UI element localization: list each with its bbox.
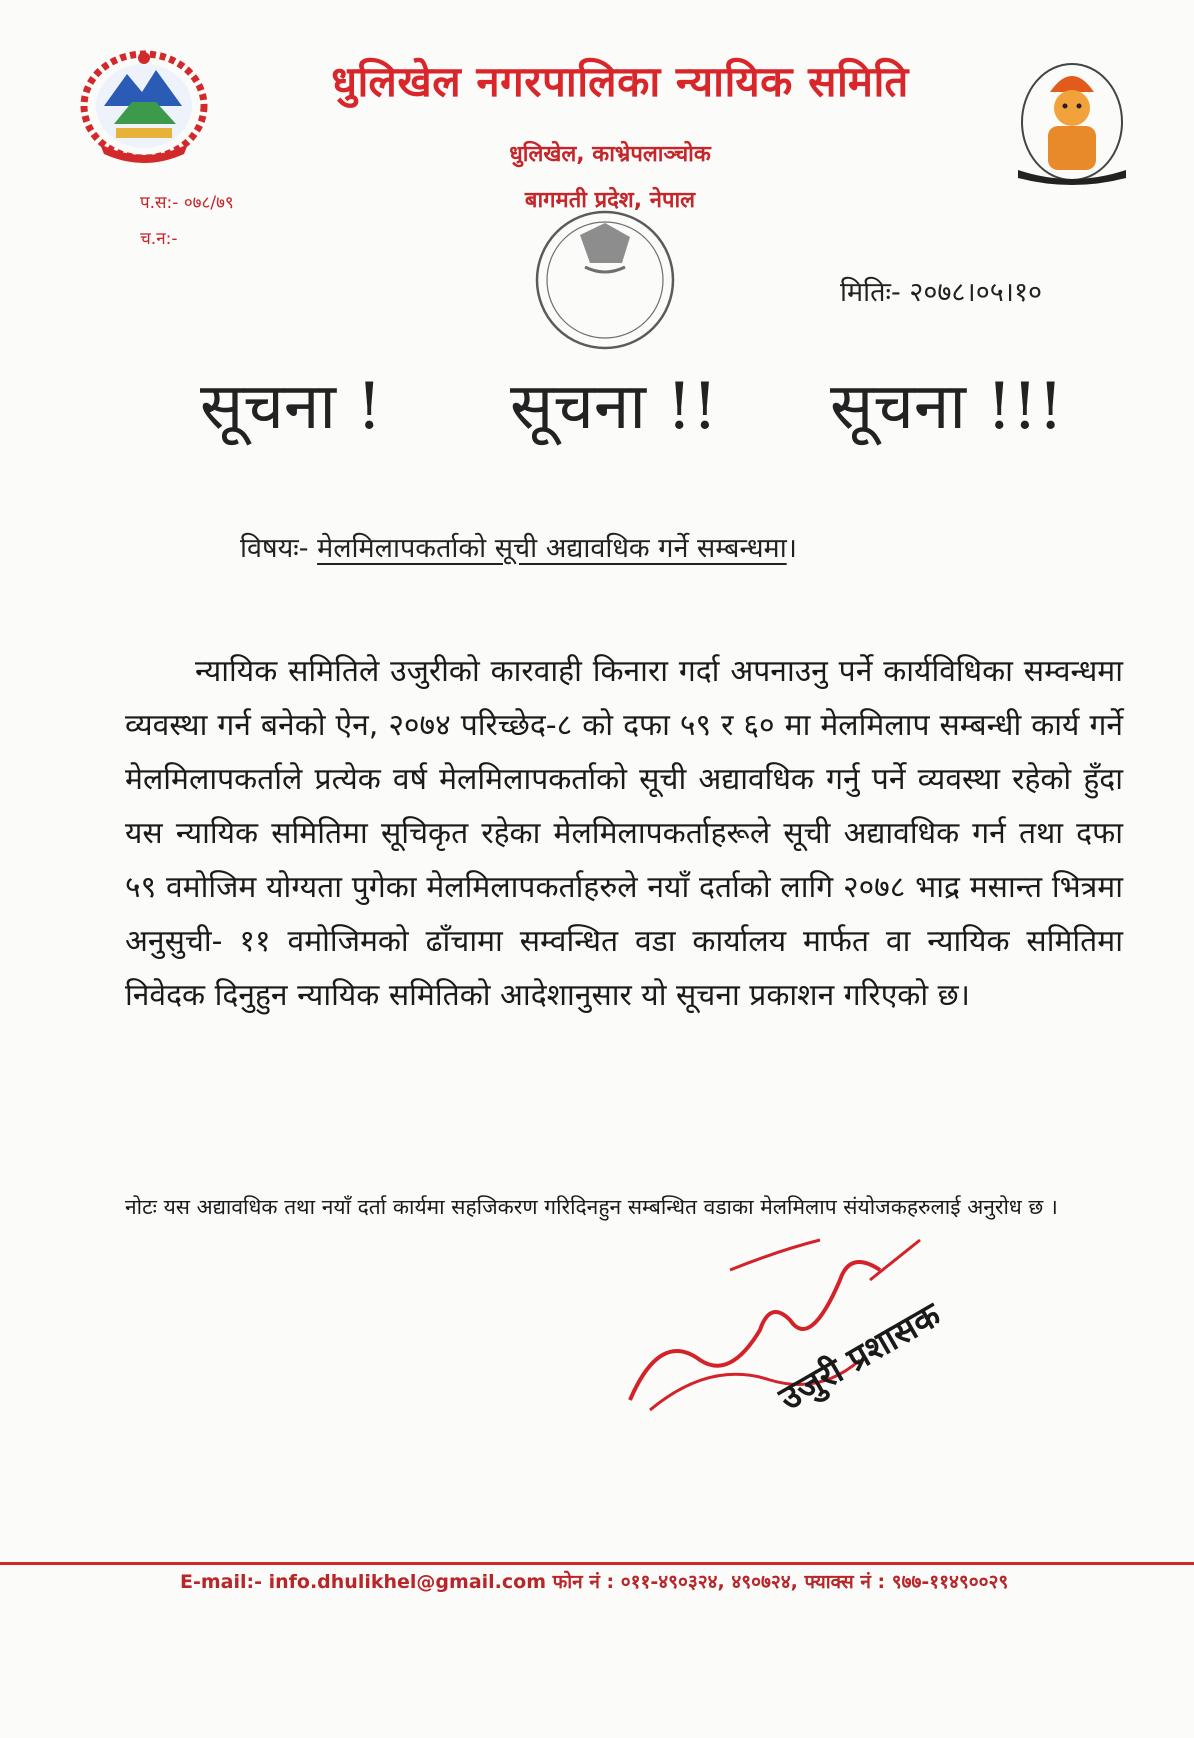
subject-label: विषयः- bbox=[240, 533, 309, 564]
notice-word-1: सूचना ! bbox=[200, 370, 383, 444]
notice-word-3: सूचना !!! bbox=[830, 370, 1064, 444]
office-title: धुलिखेल नगरपालिका न्यायिक समिति bbox=[331, 57, 909, 106]
subject-line bbox=[240, 528, 1040, 565]
subject-text: मेलमिलापकर्ताको सूची अद्यावधिक गर्ने सम्बन्धमा bbox=[317, 533, 787, 564]
notice-body: न्यायिक समितिले उजुरीको कारवाही किनारा गर्दा अपनाउनु पर्ने कार्यविधिका सम्वन्धमा व्यवस्था गर्न बनेको ऐन, २०७४ परिच्छेद-८ को दफा ५९ र ६० मा मेलमिलाप सम्बन्धी कार्य गर्ने मेलमिलापकर्ताले प्रत्येक वर्ष मेलमिलापकर्ताको सूची अद्यावधिक गर्नु पर्ने व्यवस्था रहेको हुँदा यस न्यायिक समितिमा सूचिकृत रहेका मेलमिलापकर्ताहरूले सूची अद्यावधिक गर्न तथा दफा ५९ वमोजिम योग्यता पुगेका मेलमिलापकर्ताहरुले नयाँ दर्ताको लागि २०७८ भाद्र मसान्त भित्रमा अनुसुची- ११ वमोजिमको ढाँचामा सम्वन्धित वडा कार्यालय मार्फत वा न्यायिक समितिमा निवेदक दिनुहुन न्यायिक समितिको आदेशानुसार यो सूचना प्रकाशन गरिएको छ। bbox=[125, 654, 1123, 1013]
address-line-2: बागमती प्रदेश, नेपाल bbox=[524, 188, 696, 213]
reference-number: प.स:- ०७८/७९ bbox=[140, 193, 234, 213]
note-text: नोटः यस अद्यावधिक तथा नयाँ दर्ता कार्यमा सहजिकरण गरिदिनहुन सम्बन्धित वडाका मेलमिलाप संयोजकहरुलाई अनुरोध छ । bbox=[125, 1195, 1058, 1219]
address-line-1: धुलिखेल, काभ्रेपलाञ्चोक bbox=[509, 142, 711, 167]
office-stamp-icon bbox=[510, 205, 700, 355]
deity-logo-icon bbox=[1010, 60, 1135, 190]
document-date: मितिः- २०७८।०५।१० bbox=[840, 277, 1043, 308]
notice-word-2: सूचना !! bbox=[510, 370, 718, 444]
footer-divider bbox=[0, 1562, 1194, 1565]
dispatch-number: च.न:- bbox=[140, 229, 178, 249]
signatory-designation: उजुरी प्रशासक bbox=[772, 1294, 948, 1419]
nepal-emblem-icon bbox=[72, 44, 217, 164]
subject-end: । bbox=[786, 533, 797, 564]
notice-heading bbox=[180, 360, 1100, 460]
footer-contact: E-mail:- info.dhulikhel@gmail.com फोन नं : ०११-४९०३२४, ४९०७२४, फ्याक्स नं : ९७७-११४९००२९ bbox=[180, 1571, 1009, 1593]
